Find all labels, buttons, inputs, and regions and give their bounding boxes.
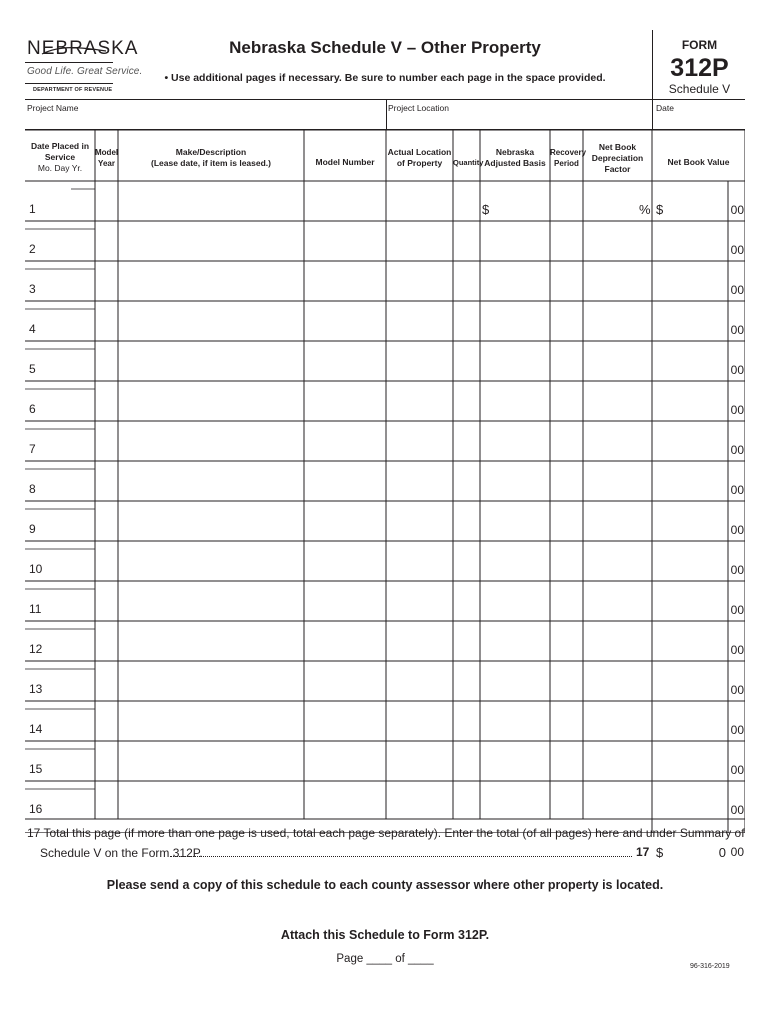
col-header-actual-location — [386, 147, 453, 169]
adjusted-basis-dollar-sign: $ — [482, 202, 490, 217]
form-number: 312P — [670, 54, 729, 82]
field-divider — [652, 99, 653, 129]
row-cents: 00 — [730, 563, 744, 577]
col-header-text: Model — [95, 148, 119, 157]
row-cents: 00 — [730, 443, 744, 457]
row-cents: 00 — [730, 203, 744, 217]
row-number: 1 — [29, 202, 36, 216]
schedule-label: Schedule V — [668, 82, 731, 96]
col-header-text: Date Placed in — [30, 141, 90, 151]
row-cents: 00 — [730, 603, 744, 617]
total-line-instruction-cont: Schedule V on the Form 312P. — [40, 846, 203, 860]
row-cents: 00 — [730, 483, 744, 497]
page-number-field[interactable]: Page ____ of ____ — [336, 953, 434, 965]
date-field[interactable]: Date — [656, 103, 674, 113]
row-cents: 00 — [730, 643, 744, 657]
col-header-text: Net Book — [598, 142, 637, 152]
col-header-net-book-value: Net Book Value — [667, 157, 730, 167]
row-number: 8 — [29, 482, 36, 496]
row-number: 10 — [29, 562, 43, 576]
col-header-model-number: Model Number — [315, 157, 375, 167]
col-header-text: Period — [554, 159, 579, 168]
col-header-text: Recovery — [550, 148, 587, 157]
col-header-text: Service — [44, 152, 76, 162]
field-divider — [386, 99, 387, 129]
header-rule — [25, 99, 745, 100]
row-number: 3 — [29, 282, 36, 296]
row-cents: 00 — [730, 723, 744, 737]
property-table-grid — [25, 129, 745, 833]
col-header-text: Actual Location — [387, 147, 452, 157]
project-name-field[interactable]: Project Name — [27, 103, 79, 113]
row-number: 6 — [29, 402, 36, 416]
row-cents: 00 — [730, 523, 744, 537]
project-location-field[interactable]: Project Location — [388, 103, 449, 113]
col-header-date-placed — [25, 141, 95, 174]
row-number: 5 — [29, 362, 36, 376]
attach-notice: Attach this Schedule to Form 312P. — [280, 928, 490, 942]
col-header-text: (Lease date, if item is leased.) — [151, 158, 271, 168]
form-code: 96-316-2019 — [690, 963, 730, 970]
col-header-text: Depreciation — [591, 153, 644, 163]
row-cents: 00 — [730, 283, 744, 297]
form-label: FORM — [681, 38, 718, 52]
col-header-make-description — [118, 147, 304, 169]
total-value-field[interactable]: 0 — [718, 845, 726, 860]
col-header-quantity: Quantity — [453, 158, 484, 167]
logo-wordmark: NEBRASKA — [27, 38, 139, 59]
form-title: Nebraska Schedule V – Other Property — [229, 38, 541, 57]
row-cents: 00 — [730, 803, 744, 817]
row-number: 7 — [29, 442, 36, 456]
total-line-number: 17 — [636, 845, 650, 859]
factor-percent-sign: % — [639, 202, 651, 217]
row-number: 11 — [29, 602, 42, 616]
form-instructions: • Use additional pages if necessary. Be sure to number each page in the space provided. — [164, 72, 606, 84]
net-book-dollar-sign: $ — [656, 202, 664, 217]
row-number: 13 — [29, 682, 43, 696]
send-copy-notice: Please send a copy of this schedule to each county assessor where other property is located. — [106, 878, 664, 892]
col-header-depreciation-factor — [583, 142, 652, 175]
row-number: 15 — [29, 762, 43, 776]
col-header-text: Adjusted Basis — [484, 158, 546, 168]
row-number: 14 — [29, 722, 43, 736]
row-cents: 00 — [730, 763, 744, 777]
col-header-text: Mo. Day Yr. — [37, 163, 83, 173]
col-header-adjusted-basis — [480, 147, 550, 169]
department-label: DEPARTMENT OF REVENUE — [33, 87, 113, 93]
col-header-text: Year — [98, 159, 115, 168]
row-number: 9 — [29, 522, 36, 536]
row-number: 4 — [29, 322, 36, 336]
total-cents: 00 — [730, 845, 744, 859]
logo-tagline: Good Life. Great Service. — [27, 66, 143, 77]
col-header-recovery-period — [550, 147, 587, 169]
row-cents: 00 — [730, 683, 744, 697]
logo-rule — [25, 62, 113, 63]
row-number: 2 — [29, 242, 36, 256]
row-cents: 00 — [730, 243, 744, 257]
total-dollar-sign: $ — [656, 845, 664, 860]
col-header-text: of Property — [396, 158, 443, 168]
row-number: 16 — [29, 802, 43, 816]
row-number: 12 — [29, 642, 43, 656]
row-cents: 00 — [730, 363, 744, 377]
row-cents: 00 — [730, 403, 744, 417]
col-header-text: Make/Description — [175, 147, 247, 157]
col-header-model-year — [95, 147, 118, 169]
row-cents: 00 — [730, 323, 744, 337]
col-header-text: Factor — [604, 164, 631, 174]
total-line-instruction: 17 Total this page (if more than one page is used, total each page separately). Enter the total (of all pages) here and under Summary of — [27, 826, 745, 840]
col-header-text: Nebraska — [495, 147, 535, 157]
dot-leader — [170, 856, 632, 857]
